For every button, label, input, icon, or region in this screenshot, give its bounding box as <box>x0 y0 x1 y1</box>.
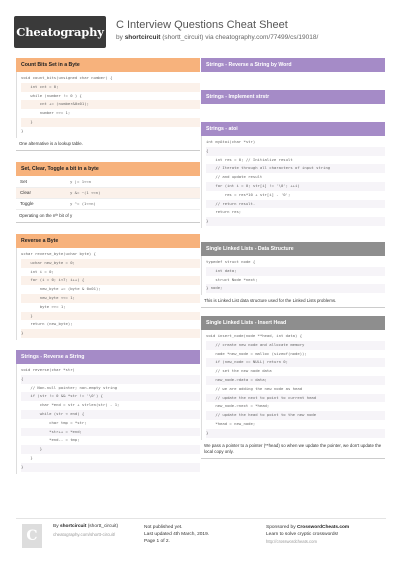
section-note: One alternative is a lookup table. <box>16 138 200 151</box>
code-line: int res = 0; // Initialize result <box>206 156 293 162</box>
section-reverse-string <box>16 350 200 474</box>
sheet-url[interactable]: cheatography.com/77499/cs/19018/ <box>215 34 319 41</box>
sponsor-tagline: Learn to solve cryptic crosswords! <box>266 532 339 537</box>
table-row <box>16 176 200 187</box>
op-name: Toggle <box>16 198 66 209</box>
byline-via: via <box>205 34 214 41</box>
code-line: } <box>21 454 33 460</box>
code-line: void count_bits(unsigned char number) { <box>21 75 113 80</box>
code-line: if (str != 0 && *str != '\0') { <box>21 392 200 401</box>
page-title: C Interview Questions Cheat Sheet <box>116 19 288 31</box>
code-line: { <box>206 147 385 156</box>
code-line: } <box>21 312 200 321</box>
section-reverse-words <box>201 58 385 72</box>
footer-author-link[interactable]: shortcircuit <box>59 524 87 529</box>
code-line: new_byte <<= 1; <box>21 294 200 303</box>
op-code: y &= ~(1 <<n) <box>66 187 200 198</box>
section-title: Set, Clear, Toggle a bit in a byte <box>16 162 200 176</box>
section-reverse-byte <box>16 234 200 340</box>
code-line: } <box>21 445 200 454</box>
code-line: } <box>21 118 200 127</box>
section-linked-list <box>201 242 385 308</box>
code-line: uchar reverse_byte(uchar byte) { <box>21 251 96 256</box>
section-title: Count Bits Set in a Byte <box>16 58 200 72</box>
section-note: Operating on the nᵗʰ bit of y <box>16 210 200 223</box>
code-block <box>16 72 200 138</box>
last-updated: Last updated 4th March, 2019. <box>144 532 210 537</box>
sponsor-url[interactable]: http://crosswordcheats.com <box>266 539 317 544</box>
code-line: // update the head to point to the new node <box>206 411 385 420</box>
section-title: Reverse a Byte <box>16 234 200 248</box>
code-line: while (str < end) { <box>21 410 200 419</box>
code-line: *str++ = *end; <box>21 428 200 437</box>
section-note: This is Linked List data structure used for the Linked Lists problems. <box>201 295 385 308</box>
code-line: byte >>= 1; <box>21 303 66 309</box>
code-line: return (new_byte); <box>21 321 73 327</box>
code-line: // set the new node data <box>206 368 272 374</box>
footer-sponsor <box>266 524 349 545</box>
code-line: new_node->next = *head; <box>206 403 270 409</box>
code-line: char tmp = *str; <box>21 419 87 425</box>
page-number: Page 1 of 2. <box>144 539 170 544</box>
op-code: y |= 1<<n <box>66 176 200 187</box>
section-count-bits <box>16 58 200 151</box>
byline-by: by <box>116 34 123 41</box>
code-line: cnt += (number&0x01); <box>21 100 200 109</box>
code-line: if (new_node == NULL) return 0; <box>206 358 385 367</box>
footer-author-handle: (shortt_circuit) <box>87 524 119 529</box>
section-title: Single Linked Lists - Insert Head <box>201 316 385 330</box>
code-line: node *new_node = malloc (sizeof(node)); <box>206 350 307 356</box>
code-line: *head = new_node; <box>206 420 256 426</box>
code-line: int i = 0; <box>21 268 54 274</box>
code-line: // update the next to point to current head <box>206 394 385 403</box>
code-line: } node; <box>206 284 385 293</box>
code-line: } <box>206 217 385 226</box>
table-row <box>16 187 200 198</box>
logo-text: Cheatography <box>16 25 104 39</box>
cheatography-logo[interactable] <box>14 16 106 48</box>
footer-by: By <box>53 524 59 529</box>
section-title: Strings - atoi <box>201 122 385 136</box>
code-block <box>16 248 200 340</box>
section-title: Strings - Reverse a String by Word <box>201 58 385 72</box>
code-block <box>16 364 200 474</box>
code-line: typedef struct node { <box>206 259 256 264</box>
author-avatar[interactable] <box>22 524 42 548</box>
code-line: // create new node and allocate memory <box>206 341 385 350</box>
page-footer <box>16 518 386 558</box>
code-line: *end-- = tmp; <box>21 437 80 443</box>
code-line: // return result. <box>206 200 385 209</box>
section-atoi <box>201 122 385 228</box>
sponsored-by: Sponsored by <box>266 525 296 530</box>
page-header <box>0 0 400 62</box>
code-line: { <box>21 375 200 384</box>
publish-status: Not published yet. <box>144 525 183 530</box>
sponsor-line <box>266 524 349 531</box>
section-title: Single Linked Lists - Data Structure <box>201 242 385 256</box>
code-line: } <box>21 329 200 338</box>
author-handle: (shortt_circuit) <box>162 34 204 41</box>
footer-author <box>53 524 118 529</box>
section-title: Strings - Implement strstr <box>201 90 385 104</box>
code-line: uchar new_byte = 0; <box>21 259 200 268</box>
code-line: void insert_node(node **head, int data) { <box>206 333 303 338</box>
table-row <box>16 198 200 209</box>
op-name: Set <box>16 176 66 187</box>
code-line: // we are adding the new node as head <box>206 385 303 391</box>
code-line: struct Node *next; <box>206 276 258 282</box>
code-line: void reverse(char *str) <box>21 367 75 372</box>
section-set-bit <box>16 162 200 223</box>
code-line: } <box>206 429 385 438</box>
section-title: Strings - Reverse a String <box>16 350 200 364</box>
code-line: res = res*10 + str[i] - '0'; <box>206 191 291 197</box>
code-line: while (number != 0 ) { <box>21 92 82 98</box>
code-line: for (int i = 0; str[i] != '\0'; ++i) <box>206 182 385 191</box>
op-code: y ^= (1<<n) <box>66 198 200 209</box>
sponsor-link[interactable]: CrosswordCheats.com <box>296 525 350 530</box>
footer-publish-info <box>144 524 209 545</box>
code-line: int data; <box>206 267 385 276</box>
avatar-letter: C <box>26 528 38 544</box>
code-line: char *end = str + strlen(str) - 1; <box>21 402 120 408</box>
byline <box>116 34 318 41</box>
code-block <box>201 136 385 228</box>
code-block <box>201 256 385 295</box>
code-line: return res; <box>206 209 242 215</box>
code-line: int cnt = 0; <box>21 83 200 92</box>
code-line: new_node->data = data; <box>206 376 385 385</box>
code-line: number >>= 1; <box>21 110 71 116</box>
section-insert-head <box>201 316 385 459</box>
code-line: } <box>21 127 24 133</box>
code-line: // Non-null pointer; non-empty string <box>21 384 118 390</box>
code-line: // Iterate through all characters of input string <box>206 164 385 173</box>
bit-ops-table <box>16 176 200 210</box>
section-note: We pass a pointer to a pointer (**head) so when we update the pointer, we don't update the local copy only. <box>201 440 385 459</box>
code-block <box>201 330 385 440</box>
footer-author-url[interactable]: cheatography.com/shortt-circuit/ <box>53 532 116 537</box>
author-link[interactable]: shortcircuit <box>124 34 161 41</box>
section-strstr <box>201 90 385 104</box>
code-line: new_byte += (byte & 0x01); <box>21 286 101 292</box>
op-name: Clear <box>16 187 66 198</box>
code-line: } <box>21 463 200 472</box>
code-line: for (i = 0; i<7; i++) { <box>21 276 200 285</box>
code-line: int myAtoi(char *str) <box>206 139 256 144</box>
code-line: // and update result <box>206 174 263 180</box>
